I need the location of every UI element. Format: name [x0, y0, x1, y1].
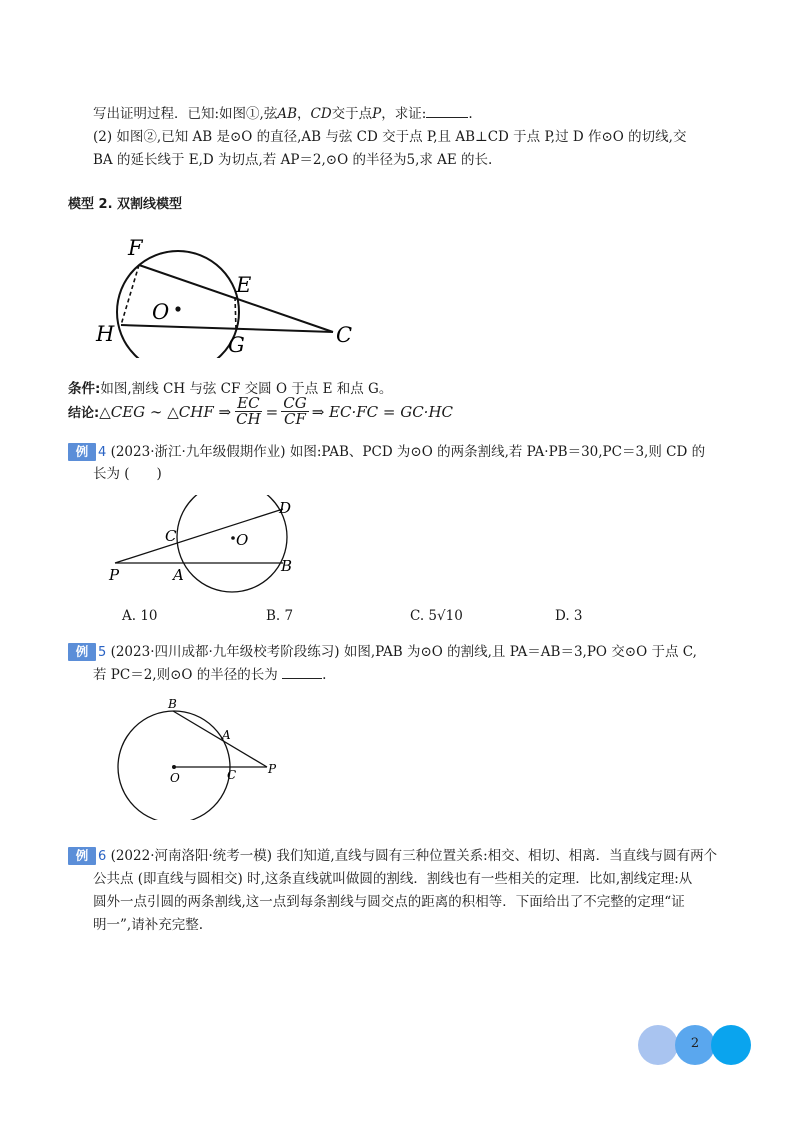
- label-c: C: [227, 768, 237, 782]
- page-badge-circle: [638, 1025, 678, 1065]
- chord-eg: [235, 297, 236, 330]
- label-c: C: [336, 323, 353, 347]
- example-number: 4: [98, 445, 107, 460]
- condition-label: 条件:: [68, 381, 101, 397]
- conclusion-line: [68, 396, 453, 427]
- center-dot: [175, 306, 180, 311]
- section-heading: 模型 2. 双割线模型: [68, 197, 183, 212]
- intro-text: 写出证明过程．已知:如图①,弦: [93, 106, 278, 122]
- intro-var: CD: [310, 106, 332, 122]
- condition-text: 如图,割线 CH 与弦 CF 交圆 O 于点 E 和点 G。: [100, 381, 393, 397]
- answer-blank: [426, 104, 468, 118]
- equals: =: [265, 402, 279, 421]
- ex4-text: (2023·浙江·九年级假期作业) 如图:PAB、PCD 为⊙O 的两条割线,若 PA·PB＝30,PC＝3,则 CD 的: [110, 444, 706, 460]
- conclusion-part1: △CEG ∼ △CHF ⇒: [99, 402, 232, 421]
- example-tag: 例: [68, 443, 96, 461]
- secant-pab: [173, 711, 267, 767]
- label-o: O: [236, 531, 249, 549]
- model2-circle: [117, 251, 239, 358]
- example-tag: 例: [68, 847, 96, 865]
- label-b: B: [281, 557, 293, 575]
- ex6-line-4: 明一”,请补充完整.: [93, 917, 203, 933]
- ex6-line-3: 圆外一点引圆的两条割线,这一点到每条割线与圆交点的距离的积相等．下面给出了不完整的定理“证: [93, 894, 685, 910]
- ex6-text: (2022·河南洛阳·统考一模) 我们知道,直线与圆有三种位置关系:相交、相切、相离．当直线与圆有两个: [110, 848, 718, 864]
- page-badge-circle: [711, 1025, 751, 1065]
- ex4-circle: [177, 495, 287, 592]
- ex4-line-2: 长为 ( ): [93, 466, 162, 482]
- label-b: B: [168, 697, 177, 711]
- fraction-ec-ch: $\frac{EC}{CH}$: [236, 394, 261, 428]
- conclusion-part2: ⇒ EC·FC = GC·HC: [311, 402, 454, 421]
- label-h: H: [96, 322, 115, 346]
- intro-line-1: [93, 104, 473, 124]
- option-c[interactable]: C. 5√10: [410, 608, 463, 624]
- example-number: 5: [98, 645, 107, 660]
- label-a: A: [173, 566, 184, 584]
- intro-var: P: [372, 106, 382, 122]
- option-a[interactable]: A. 10: [122, 608, 158, 624]
- label-g: G: [228, 333, 245, 357]
- double-secant-figure: [90, 228, 370, 358]
- secant-pcd: [115, 509, 283, 563]
- ex5-text: (2023·四川成都·九年级校考阶段练习) 如图,PAB 为⊙O 的割线,且 PA＝AB＝3,PO 交⊙O 于点 C,: [110, 644, 697, 660]
- ex5-figure: [110, 695, 290, 820]
- label-o: O: [170, 771, 180, 785]
- label-e: E: [236, 273, 252, 297]
- page-number: 2: [690, 1036, 700, 1051]
- condition-line: [68, 377, 392, 397]
- label-c: C: [165, 527, 177, 545]
- label-p: P: [109, 566, 120, 584]
- ex4-figure: [105, 495, 310, 595]
- ex5-text: 若 PC＝2,则⊙O 的半径的长为: [93, 667, 278, 683]
- label-p: P: [268, 762, 277, 776]
- ex4-line-1: [98, 442, 705, 463]
- option-d[interactable]: D. 3: [555, 608, 583, 624]
- intro-text: .: [468, 106, 473, 122]
- intro-text: ，: [297, 106, 311, 122]
- intro-line-3: BA 的延长线于 E,D 为切点,若 AP＝2,⊙O 的半径为5,求 AE 的长.: [93, 152, 493, 168]
- ex6-line-1: [98, 846, 717, 867]
- center-dot: [172, 765, 176, 769]
- answer-blank: [282, 665, 322, 679]
- intro-text: ，求证:: [381, 106, 427, 122]
- label-o: O: [152, 300, 170, 324]
- example-number: 6: [98, 849, 107, 864]
- label-f: F: [128, 236, 143, 260]
- intro-var: AB: [277, 106, 298, 122]
- label-a: A: [222, 728, 231, 742]
- secant-ch: [121, 325, 333, 332]
- conclusion-label: 结论:: [68, 406, 100, 421]
- ex6-line-2: 公共点 (即直线与圆相交) 时,这条直线就叫做圆的割线．割线也有一些相关的定理．比如,割线定理:从: [93, 871, 693, 887]
- ex5-text: .: [322, 667, 327, 683]
- example-tag: 例: [68, 643, 96, 661]
- intro-text: 交于点: [331, 106, 373, 122]
- ex5-line-1: [98, 642, 697, 663]
- label-d: D: [279, 499, 292, 517]
- fraction-cg-cf: $\frac{CG}{CF}$: [283, 394, 307, 428]
- intro-line-2: (2) 如图②,已知 AB 是⊙O 的直径,AB 与弦 CD 交于点 P,且 AB⊥CD 于点 P,过 D 作⊙O 的切线,交: [93, 129, 687, 145]
- center-dot: [231, 536, 235, 540]
- option-b[interactable]: B. 7: [266, 608, 294, 624]
- ex5-line-2: [93, 665, 326, 685]
